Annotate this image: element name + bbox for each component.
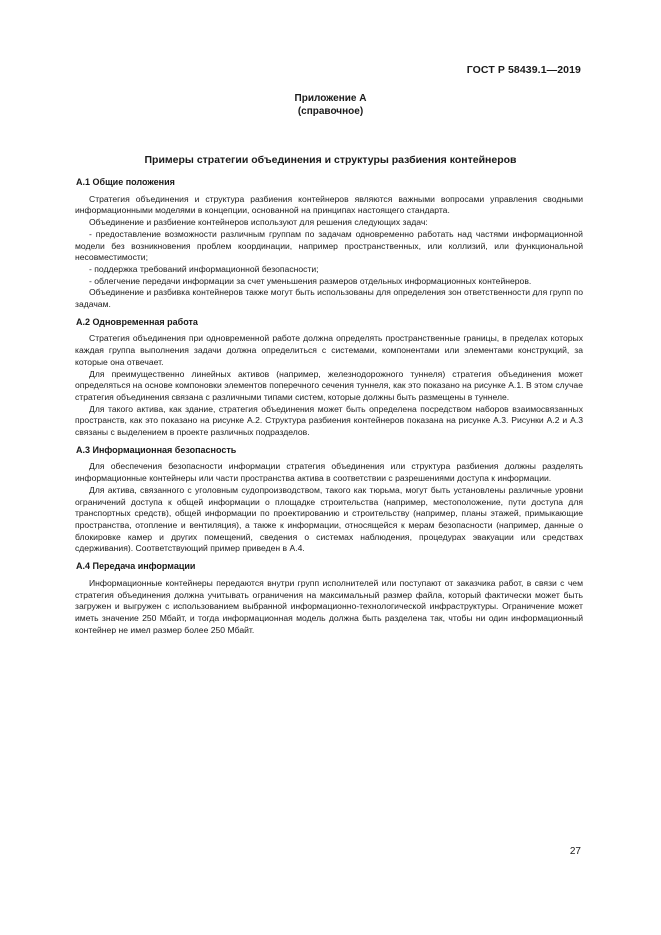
paragraph: Объединение и разбиение контейнеров используют для решения следующих задач:	[89, 217, 428, 228]
paragraph: Для актива, связанного с уголовным судопроизводством, такого как тюрьма, могут быть установлены различные уровни ограничений доступа к общей информации о площадке строительства (например, местоположение, пути доступа для транспортных средств), общей информации по проектированию и строительству (например, планы этажей, примыкающие пространства, отопление и вентиляция), а также к информации, относящейся к мерам безопасности (например, данные о блокировке камер и других помещений, сведения о системах наблюдения, процедурах эвакуации или средствах сдерживания). Соответствующий пример приведен в А.4.	[75, 484, 583, 554]
page-number: 27	[569, 846, 581, 857]
standard-designation: ГОСТ Р 58439.1—2019	[466, 64, 581, 76]
section-1	[75, 177, 583, 311]
paragraph: - предоставление возможности различным группам по задачам одновременно работать над частями информационной модели без возникновения проблем координации, например пространственных, или коллизий, или функциональной несовместимости;	[75, 228, 583, 263]
paragraph: Стратегия объединения и структура разбиения контейнеров являются важными вопросами управления сводными информационными моделями в концепции, основанной на принципах настоящего стандарта.	[75, 193, 583, 216]
appendix-label: Приложение А	[294, 93, 367, 104]
paragraph: - поддержка требований информационной безопасности;	[89, 263, 319, 274]
paragraph: Для обеспечения безопасности информации стратегия объединения или структура разбиения должны разделять информационные контейнеры или части пространства актива в соответствии с разрешениями доступа к информации.	[75, 461, 583, 484]
section-heading: А.2 Одновременная работа	[76, 316, 198, 327]
paragraph: Для такого актива, как здание, стратегия объединения может быть определена посредством наборов взаимосвязанных пространств, как это показано на рисунке А.2. Структура разбиения контейнеров показана на рисунке А.3. Рисунки А.2 и А.3 связаны с выделением в проекте различных подразделов.	[75, 403, 583, 438]
appendix-kind: (справочное)	[297, 106, 364, 117]
document-body	[75, 177, 583, 642]
paragraph: - облегчение передачи информации за счет уменьшения размеров отдельных информационных контейнеров.	[89, 275, 532, 286]
paragraph: Информационные контейнеры передаются внутри групп исполнителей или поступают от заказчика работ, в связи с чем стратегия объединения должна учитывать ограничения на максимальный размер файла, который фактически может быть загружен и выгружен с использованием выбранной информационно-технологической инфраструктуры. Ограничение может иметь значение 250 Мбайт, и тогда информационная модель должна быть разделена так, чтобы ни один информационный контейнер не имел размер более 250 Мбайт.	[75, 577, 583, 635]
section-heading: А.1 Общие положения	[76, 177, 175, 187]
paragraph: Для преимущественно линейных активов (например, железнодорожного туннеля) стратегия объединения может определяться на основе компоновки элементов поперечного сечения туннеля, как это показано на рисунке А.1. В этом случае стратегия объединения связана с различными типами систем, которые должны быть размещены в туннеле.	[75, 368, 583, 402]
section-2	[75, 317, 583, 439]
section-heading: А.4 Передача информации	[76, 561, 196, 572]
section-heading: А.3 Информационная безопасность	[76, 444, 237, 455]
appendix-title: Примеры стратегии объединения и структуры разбиения контейнеров	[144, 154, 517, 166]
section-3	[75, 445, 583, 555]
paragraph: Стратегия объединения при одновременной работе должна определять пространственные границы, в пределах которых каждая группа выполнения задачи должна определиться с системами, компонентами или элементами конструкций, за которые она отвечает.	[75, 333, 583, 367]
section-4	[75, 561, 583, 636]
paragraph: Объединение и разбивка контейнеров также могут быть использованы для определения зон ответственности для групп по задачам.	[75, 287, 583, 310]
appendix-heading	[0, 92, 661, 118]
